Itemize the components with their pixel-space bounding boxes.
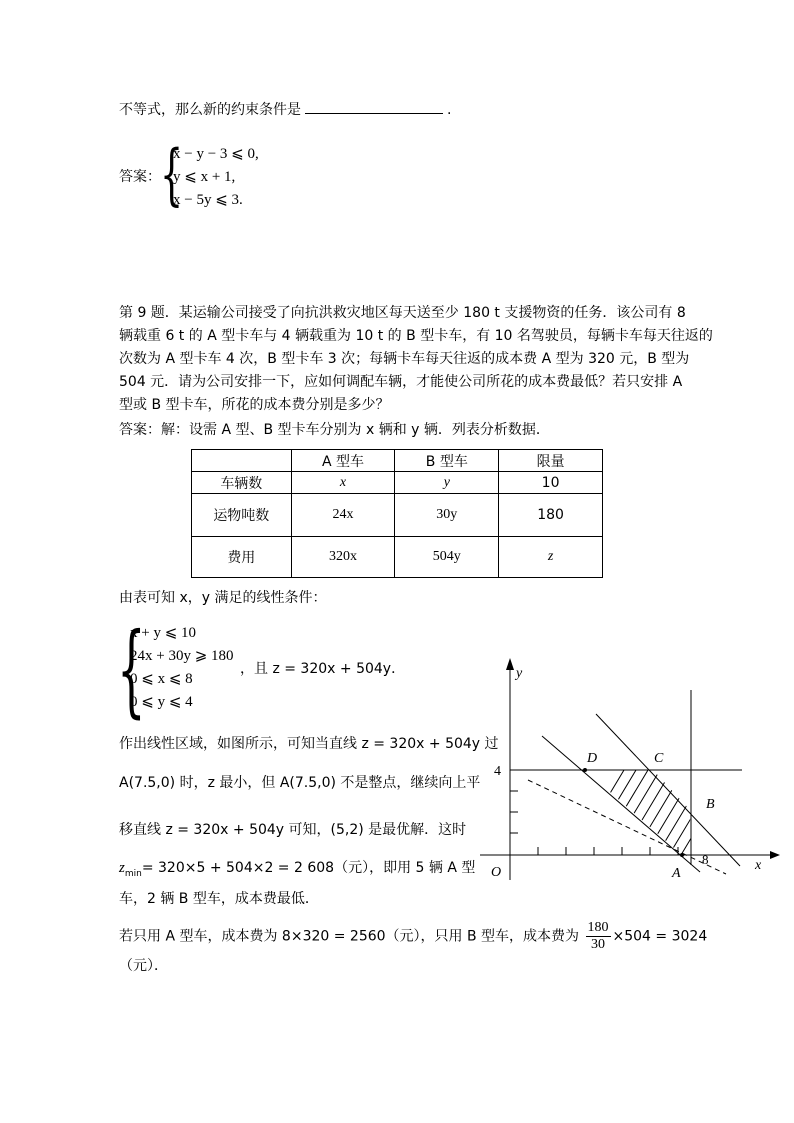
explain-1: 作出线性区域，如图所示，可知当直线 z = 320x + 504y 过 bbox=[119, 736, 499, 752]
table-cell: 运物吨数 bbox=[192, 494, 292, 537]
table-cell: 24x bbox=[291, 494, 395, 537]
explain-3: 移直线 z = 320x + 504y 可知，(5,2) 是最优解．这时 bbox=[119, 822, 467, 838]
point-d bbox=[583, 768, 587, 772]
q9-line-1: 第 9 题．某运输公司接受了向抗洪救灾地区每天送至少 180 t 支援物资的任务．该公司有 8 bbox=[119, 305, 686, 321]
table-row bbox=[192, 494, 603, 537]
constraint-3: 0 ⩽ x ⩽ 8 bbox=[130, 671, 193, 687]
fraction-numerator: 180 bbox=[587, 920, 609, 935]
answer-blank bbox=[305, 99, 443, 114]
explain-5: 车，2 辆 B 型车，成本费最低． bbox=[119, 891, 319, 907]
label-d: D bbox=[587, 751, 598, 766]
fraction-denominator: 30 bbox=[591, 937, 606, 952]
table-cell: x bbox=[291, 472, 395, 494]
table-header-cell bbox=[192, 450, 292, 472]
q9-system bbox=[130, 622, 234, 714]
explain-4 bbox=[119, 858, 475, 884]
table-header-cell: 限量 bbox=[499, 450, 603, 472]
label-a: A bbox=[672, 866, 681, 881]
x-ticks bbox=[538, 847, 678, 855]
label-b: B bbox=[706, 797, 715, 812]
table-row bbox=[192, 537, 603, 578]
constraint-1: x + y ⩽ 10 bbox=[130, 625, 197, 641]
label-c: C bbox=[654, 751, 664, 766]
min-subscript: min bbox=[124, 868, 142, 879]
z-symbol: z bbox=[119, 860, 125, 876]
table-cell: 车辆数 bbox=[192, 472, 292, 494]
y-ticks bbox=[510, 791, 518, 833]
label-origin: O bbox=[491, 865, 502, 880]
table-cell: 320x bbox=[291, 537, 395, 578]
x-axis-arrow-icon bbox=[770, 851, 780, 859]
q9-answer-intro: 答案：解：设需 A 型、B 型卡车分别为 x 辆和 y 辆．列表分析数据． bbox=[119, 422, 550, 438]
constraint-2: 24x + 30y ⩾ 180 bbox=[130, 648, 234, 664]
label-four: 4 bbox=[494, 764, 501, 779]
data-table bbox=[191, 449, 603, 578]
table-cell: 180 bbox=[499, 494, 603, 537]
table-cell: 费用 bbox=[192, 537, 292, 578]
feasible-region-graph bbox=[470, 650, 790, 890]
q8-prompt: 不等式，那么新的约束条件是 . bbox=[119, 99, 451, 120]
objective-dashed-line bbox=[528, 780, 726, 874]
label-x: x bbox=[755, 858, 762, 873]
yuan-line: （元）． bbox=[119, 958, 168, 974]
table-cell: 30y bbox=[395, 494, 499, 537]
label-eight: 8 bbox=[702, 852, 709, 867]
only-b-text: ×504 = 3024 bbox=[612, 928, 708, 945]
brace-q9: { bbox=[117, 611, 146, 728]
table-header-row bbox=[192, 450, 603, 472]
objective: ，且 z = 320x + 504y． bbox=[240, 661, 406, 677]
constraint-4: 0 ⩽ y ⩽ 4 bbox=[130, 694, 193, 710]
q9-line-2: 辆载重 6 t 的 A 型卡车与 4 辆载重为 10 t 的 B 型卡车，有 10 名驾驶员，每辆卡车每天往返的 bbox=[119, 328, 713, 344]
y-axis-arrow-icon bbox=[506, 658, 514, 670]
condition-3: x − 5y ⩽ 3. bbox=[173, 192, 243, 208]
q8-answer-label: 答案： bbox=[119, 169, 161, 185]
label-y: y bbox=[516, 666, 523, 681]
line-x-plus-y-10 bbox=[596, 714, 740, 866]
q9-line-4: 504 元．请为公司安排一下，应如何调配车辆，才能使公司所花的成本费最低？若只安排 A bbox=[119, 374, 683, 390]
only-line bbox=[119, 920, 707, 953]
brace-q8: { bbox=[160, 136, 184, 213]
table-cell: y bbox=[395, 472, 499, 494]
point-a bbox=[680, 853, 684, 857]
explain-2: A(7.5,0) 时，z 最小，但 A(7.5,0) 不是整点，继续向上平 bbox=[119, 775, 481, 791]
table-cell: 504y bbox=[395, 537, 499, 578]
only-a-text: 若只用 A 型车，成本费为 8×320 = 2560（元），只用 B 型车，成本费为 bbox=[119, 928, 580, 945]
explain-4-text: = 320×5 + 504×2 = 2 608（元），即用 5 辆 A 型 bbox=[141, 860, 476, 876]
table-row bbox=[192, 472, 603, 494]
q9-line-5: 型或 B 型卡车，所花的成本费分别是多少？ bbox=[119, 397, 390, 413]
condition-1: x − y − 3 ⩽ 0, bbox=[173, 146, 259, 162]
table-header-cell: B 型车 bbox=[395, 450, 499, 472]
table-cell: z bbox=[499, 537, 603, 578]
cond-intro: 由表可知 x，y 满足的线性条件： bbox=[119, 590, 327, 606]
table-header-cell: A 型车 bbox=[291, 450, 395, 472]
condition-2: y ⩽ x + 1, bbox=[173, 169, 236, 185]
q9-line-3: 次数为 A 型卡车 4 次，B 型卡车 3 次；每辆卡车每天往返的成本费 A 型为 320 元，B 型为 bbox=[119, 351, 690, 367]
q8-conditions bbox=[173, 143, 259, 212]
table-cell: 10 bbox=[499, 472, 603, 494]
fraction bbox=[586, 920, 611, 953]
